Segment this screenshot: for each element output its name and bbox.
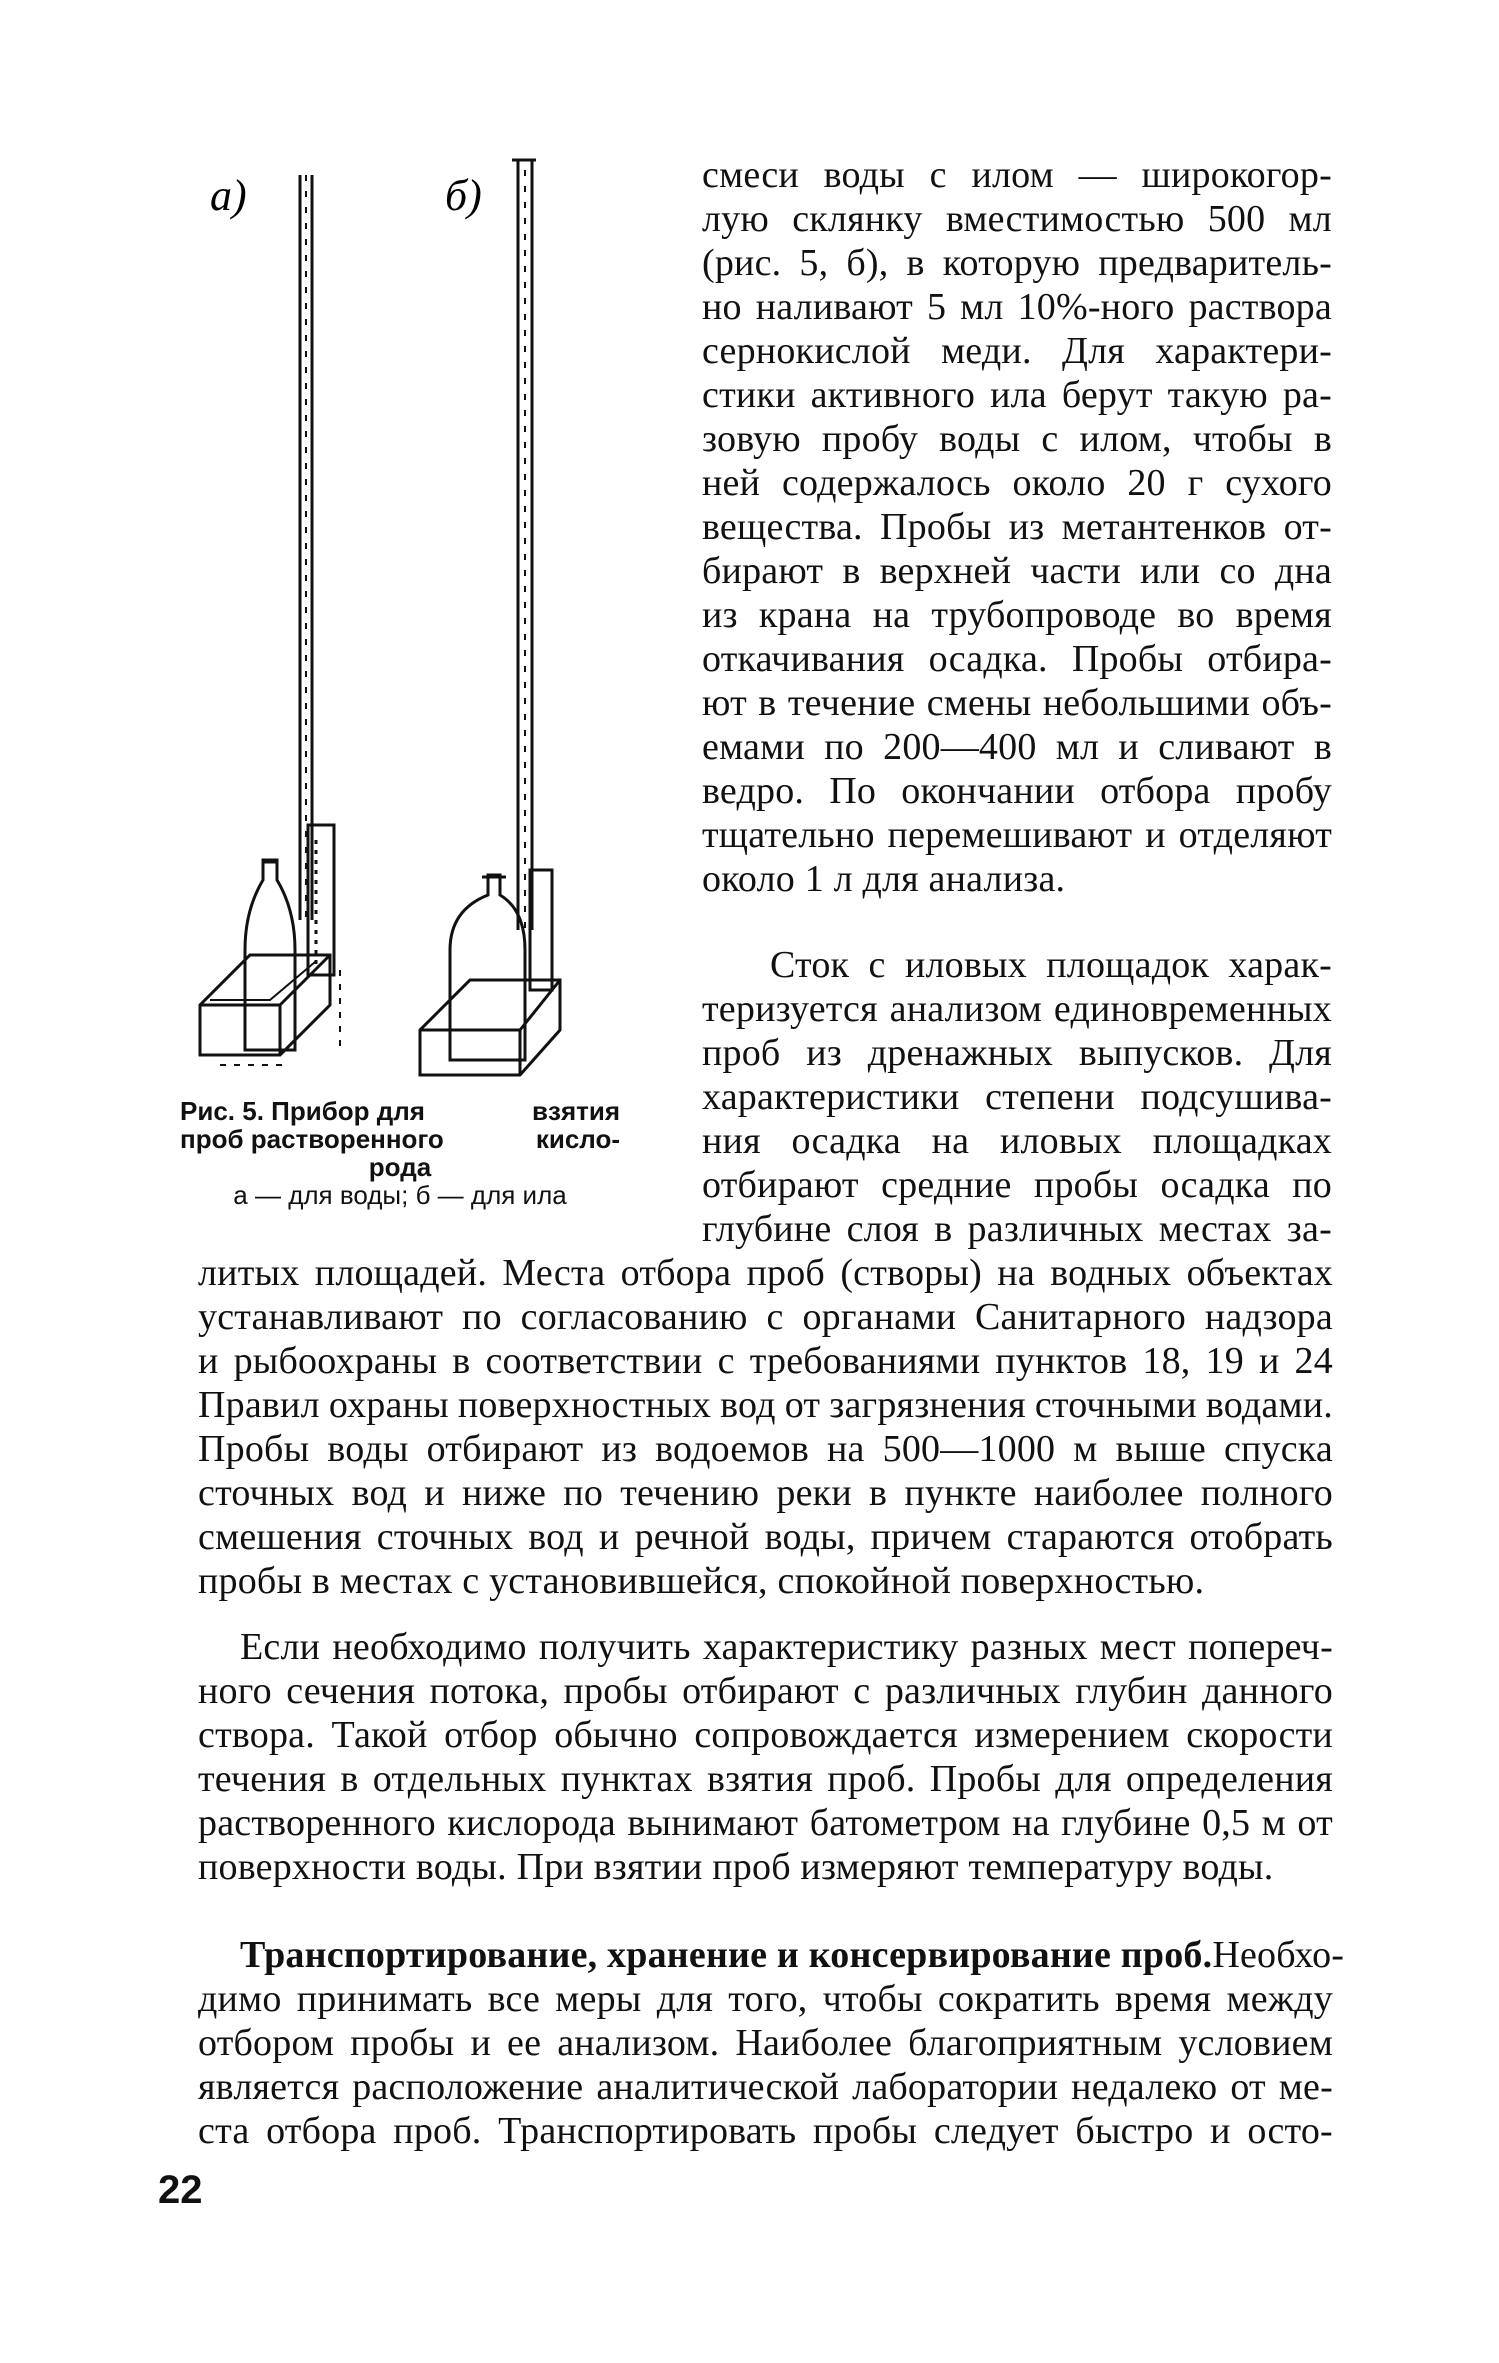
text-line: течения в отдельных пунктах взятия проб. Пробы для определения xyxy=(198,1758,1333,1800)
text-line: ведро. По окончании отбора пробу xyxy=(702,770,1332,812)
text-line: сернокислой меди. Для характери- xyxy=(702,330,1332,372)
section-heading-rest: Необхо- xyxy=(1212,1934,1345,1976)
caption-line2-left: проб растворенного xyxy=(180,1124,444,1154)
text-line: литых площадей. Места отбора проб (створы) на водных объектах xyxy=(198,1252,1333,1294)
figure-label-b: б) xyxy=(445,171,482,220)
text-line: характеристики степени подсушива- xyxy=(702,1076,1332,1118)
caption-line3: рода xyxy=(368,1152,432,1182)
text-line: стики активного ила берут такую ра- xyxy=(702,374,1332,416)
text-line: устанавливают по согласованию с органами Санитарного надзора xyxy=(198,1296,1333,1338)
text-line: является расположение аналитической лаборатории недалеко от ме- xyxy=(198,2066,1333,2108)
text-line: сточных вод и ниже по течению реки в пункте наиболее полного xyxy=(198,1472,1333,1514)
text-line: отбирают средние пробы осадка по xyxy=(702,1164,1332,1206)
caption-line4: а — для воды; б — для ила xyxy=(233,1180,567,1210)
text-line: вещества. Пробы из метантенков от- xyxy=(702,506,1332,548)
text-line: ния осадка на иловых площадках xyxy=(702,1120,1332,1162)
text-line: лую склянку вместимостью 500 мл xyxy=(702,198,1332,240)
text-line: смешения сточных вод и речной воды, причем стараются отобрать xyxy=(198,1516,1333,1558)
section-heading: Транспортирование, хранение и консервирование проб. xyxy=(240,1934,1213,1976)
text-line: бирают в верхней части или со дна xyxy=(702,550,1332,592)
text-line: зовую пробу воды с илом, чтобы в xyxy=(702,418,1332,460)
text-line: Правил охраны поверхностных вод от загрязнения сточными водами. xyxy=(198,1384,1333,1426)
page-number: 22 xyxy=(158,2168,203,2212)
text-line: димо принимать все меры для того, чтобы сократить время между xyxy=(198,1978,1333,2020)
section-heading-line xyxy=(240,1933,1345,1977)
text-line: Если необходимо получить характеристику разных мест попереч- xyxy=(240,1626,1333,1668)
text-line: (рис. 5, б), в которую предваритель- xyxy=(702,242,1332,284)
figure-label-a: а) xyxy=(210,171,247,220)
caption-line2-right: кисло- xyxy=(535,1124,620,1154)
text-line: отбором пробы и ее анализом. Наиболее благоприятным условием xyxy=(198,2022,1333,2064)
figure-sampling-device xyxy=(180,150,630,1080)
text-line: ного сечения потока, пробы отбирают с различных глубин данного xyxy=(198,1670,1333,1712)
caption-line1-left: Рис. 5. Прибор для xyxy=(180,1096,425,1126)
text-line: тщательно перемешивают и отделяют xyxy=(702,814,1332,856)
text-line: проб из дренажных выпусков. Для xyxy=(702,1032,1332,1074)
text-line: ста отбора проб. Транспортировать пробы следует быстро и осто- xyxy=(198,2110,1333,2152)
text-line: Пробы воды отбирают из водоемов на 500—1000 м выше спуска xyxy=(198,1428,1333,1470)
text-line: около 1 л для анализа. xyxy=(702,858,1066,900)
text-line: растворенного кислорода вынимают батометром на глубине 0,5 м от xyxy=(198,1802,1333,1844)
text-line: глубине слоя в различных местах за- xyxy=(702,1208,1332,1250)
text-line: пробы в местах с установившейся, спокойной поверхностью. xyxy=(198,1560,1205,1602)
text-line: ют в течение смены небольшими объ- xyxy=(702,682,1332,724)
text-line: ней содержалось около 20 г сухого xyxy=(702,462,1332,504)
text-line: из крана на трубопроводе во время xyxy=(702,594,1332,636)
device-b-drawing xyxy=(420,160,560,1080)
text-line: откачивания осадка. Пробы отбира- xyxy=(702,638,1332,680)
text-line: но наливают 5 мл 10%-ного раствора xyxy=(702,286,1332,328)
text-line: Сток с иловых площадок харак- xyxy=(770,944,1332,986)
text-line: смеси воды с илом — широкогор- xyxy=(702,154,1332,196)
text-line: теризуется анализом единовременных xyxy=(702,988,1332,1030)
device-a-drawing xyxy=(200,170,340,1080)
text-line: створа. Такой отбор обычно сопровождается измерением скорости xyxy=(198,1714,1333,1756)
caption-line1-right: взятия xyxy=(532,1096,620,1126)
text-line: емами по 200—400 мл и сливают в xyxy=(702,726,1332,768)
figure-caption xyxy=(180,1097,620,1209)
text-line: поверхности воды. При взятии проб измеряют температуру воды. xyxy=(198,1846,1274,1888)
text-line: и рыбоохраны в соответствии с требованиями пунктов 18, 19 и 24 xyxy=(198,1340,1333,1382)
